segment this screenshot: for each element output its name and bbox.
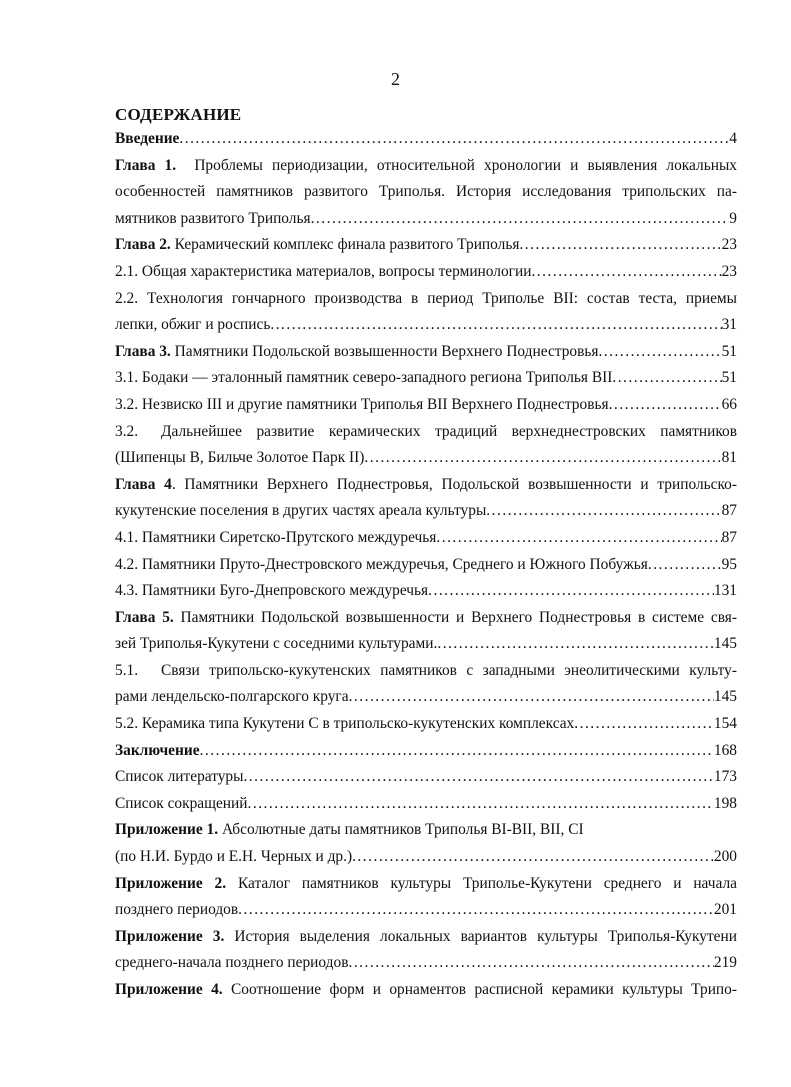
toc-entry-text: особенностей памятников развитого Триполья. История исследования трипольских па- [115,183,737,201]
dot-leader [437,631,714,658]
toc-entry-text: Каталог памятников культуры Триполье-Кукутени среднего и начала [237,874,737,892]
toc-entry-text: кукутенские поселения в других частях ареала культуры [115,502,487,520]
toc-page-ref: 81 [721,449,737,467]
toc-entry-text: Керамический комплекс финала развитого Триполья [174,236,520,254]
dot-leader [531,259,721,286]
toc-entry-text: 4.1. Памятники Сиретско-Прутского междуречья [115,528,437,546]
toc-page-ref: 87 [721,502,737,520]
toc-entry-section-2-2-line-1 [115,286,737,313]
toc-entry-chapter-4-line-1 [115,472,737,499]
dot-leader [486,498,721,525]
toc-entry-text: Список литературы [115,768,244,786]
toc-page-ref: 87 [721,528,737,546]
toc-entry-conclusion [115,738,737,765]
toc-page-ref: 9 [729,209,737,227]
toc-entry-text: 3.1. Бодаки — эталонный памятник северо-западного региона Триполья ВII [115,369,613,387]
toc-entry-text: Памятники Подольской возвышенности и Верхнего Поднестровья в системе свя- [180,608,737,626]
toc-entry-section-3-1 [115,365,737,392]
toc-entry-text: Дальнейшее развитие керамических традиций верхнеднестровских памятников [161,422,737,440]
dot-leader [200,738,714,765]
toc-entry-chapter-1-line-3 [115,206,737,233]
dot-leader [364,445,721,472]
toc-entry-text: Памятники Подольской возвышенности Верхнего Поднестровья [174,342,599,360]
toc-entry-section-2-2-line-2 [115,312,737,339]
toc-page-ref: 154 [713,715,737,733]
chapter-heading: Глава 5. [115,608,174,626]
toc-page-ref: 145 [713,688,737,706]
toc-entry-label: Заключение [115,741,200,759]
toc-entry-appendix-1-line-1 [115,817,737,844]
toc-entry-text: Абсолютные даты памятников Триполья ВI-ВII, ВII, СI [221,821,584,839]
toc-entry-text: (по Н.И. Бурдо и Е.Н. Черных и др.) [115,848,353,866]
toc-page-ref: 198 [713,794,737,812]
dot-leader [428,578,714,605]
toc-entry-text: 3.2. Незвиско III и другие памятники Триполья ВII Верхнего Поднестровья [115,395,609,413]
toc-entry-section-2-1 [115,259,737,286]
toc-entry-chapter-1-line-1 [115,153,737,180]
toc-entry-section-4-3 [115,578,737,605]
toc-page-ref: 66 [721,395,737,413]
toc-entry-text: 2.2. Технология гончарного производства в период Триполье ВII: состав теста, приемы [115,289,737,307]
dot-leader [248,791,714,818]
toc-entry-text: позднего периодов [115,901,239,919]
toc-entry-text: (Шипенцы В, Бильче Золотое Парк II) [115,449,365,467]
dot-leader [311,206,730,233]
appendix-heading: Приложение 2. [115,874,227,892]
toc-entry-appendix-3-line-1 [115,924,737,951]
toc-entry-text: рами лендельско-полгарского круга [115,688,349,706]
toc-entry-text: 5.2. Керамика типа Кукутени С в трипольско-кукутенских комплексах [115,715,575,733]
toc-entry-text: мятников развитого Триполья [115,209,311,227]
toc-entry-chapter-2 [115,232,737,259]
dot-leader [238,897,714,924]
section-number: 5.1. [115,661,139,679]
dot-leader [270,312,721,339]
toc-entry-abbreviations [115,791,737,818]
toc-entry-section-4-1 [115,525,737,552]
toc-entry-chapter-5-line-2 [115,631,737,658]
toc-entry-text: 4.3. Памятники Буго-Днепровского междуречья [115,582,429,600]
toc-entry-text: . Памятники Верхнего Поднестровья, Подольской возвышенности и трипольско- [171,475,737,493]
toc-page-ref: 173 [713,768,737,786]
toc-entry-text: Список сокращений [115,794,248,812]
toc-page-ref: 95 [721,555,737,573]
toc-entry-section-3-2 [115,392,737,419]
toc-entry-section-4-2 [115,552,737,579]
table-of-contents [115,126,737,1004]
chapter-heading: Глава 3. [115,342,171,360]
chapter-heading: Глава 2. [115,236,171,254]
dot-leader [609,392,722,419]
toc-entry-appendix-2-line-2 [115,897,737,924]
toc-entry-section-3-2b-line-2 [115,445,737,472]
toc-entry-introduction [115,126,737,153]
toc-entry-appendix-3-line-2 [115,950,737,977]
toc-entry-appendix-2-line-1 [115,871,737,898]
toc-page-ref: 145 [713,635,737,653]
toc-page-ref: 200 [713,848,737,866]
dot-leader [352,844,714,871]
chapter-heading: Глава 4 [115,475,172,493]
toc-entry-text: 4.2. Памятники Пруто-Днестровского междуречья, Среднего и Южного Побужья [115,555,648,573]
chapter-heading: Глава 1. [115,156,177,174]
dot-leader [436,525,721,552]
toc-entry-label: Введение [115,130,180,147]
toc-page-ref: 51 [721,369,737,387]
dot-leader [243,764,713,791]
toc-entry-text: среднего-начала позднего периодов [115,954,349,972]
toc-entry-section-3-2b-line-1 [115,419,737,446]
toc-entry-chapter-1-line-2 [115,179,737,206]
toc-entry-chapter-5-line-1 [115,605,737,632]
toc-entry-text: Соотношение форм и орнаментов расписной керамики культуры Трипо- [231,981,737,998]
toc-entry-chapter-3 [115,339,737,366]
toc-title: СОДЕРЖАНИЕ [115,105,242,124]
toc-entry-text: 2.1. Общая характеристика материалов, вопросы терминологии [115,262,532,280]
toc-page-ref: 51 [721,342,737,360]
dot-leader [179,126,729,153]
toc-entry-text: Связи трипольско-кукутенских памятников с западными энеолитическими культу- [161,661,737,679]
toc-entry-text: лепки, обжиг и роспись [115,316,271,334]
toc-page-ref: 23 [721,262,737,280]
toc-page-ref: 201 [713,901,737,919]
section-number: 3.2. [115,422,139,440]
dot-leader [598,339,721,366]
appendix-heading: Приложение 1. [115,821,219,839]
toc-page-ref: 219 [713,954,737,972]
appendix-heading: Приложение 4. [115,981,223,998]
toc-entry-section-5-2 [115,711,737,738]
toc-entry-text: История выделения локальных вариантов культуры Триполья-Кукутени [234,927,737,945]
toc-entry-appendix-4-line-1 [115,977,737,1004]
toc-entry-section-5-1-line-2 [115,684,737,711]
dot-leader [519,232,721,259]
toc-page-ref: 168 [713,741,737,759]
toc-entry-text: Проблемы периодизации, относительной хронологии и выявления локальных [194,156,737,174]
toc-entry-appendix-1-line-2 [115,844,737,871]
toc-page-ref: 131 [713,582,737,600]
toc-entry-literature [115,764,737,791]
toc-page-ref: 4 [729,130,737,147]
dot-leader [574,711,714,738]
dot-leader [648,552,722,579]
toc-entry-text: зей Триполья-Кукутени с соседними культурами. [115,635,438,653]
toc-entry-chapter-4-line-2 [115,498,737,525]
toc-page-ref: 31 [721,316,737,334]
dot-leader [349,684,714,711]
appendix-heading: Приложение 3. [115,927,225,945]
page-number: 2 [391,69,400,89]
toc-page-ref: 23 [721,236,737,254]
dot-leader [348,950,713,977]
toc-entry-section-5-1-line-1 [115,658,737,685]
dot-leader [612,365,721,392]
